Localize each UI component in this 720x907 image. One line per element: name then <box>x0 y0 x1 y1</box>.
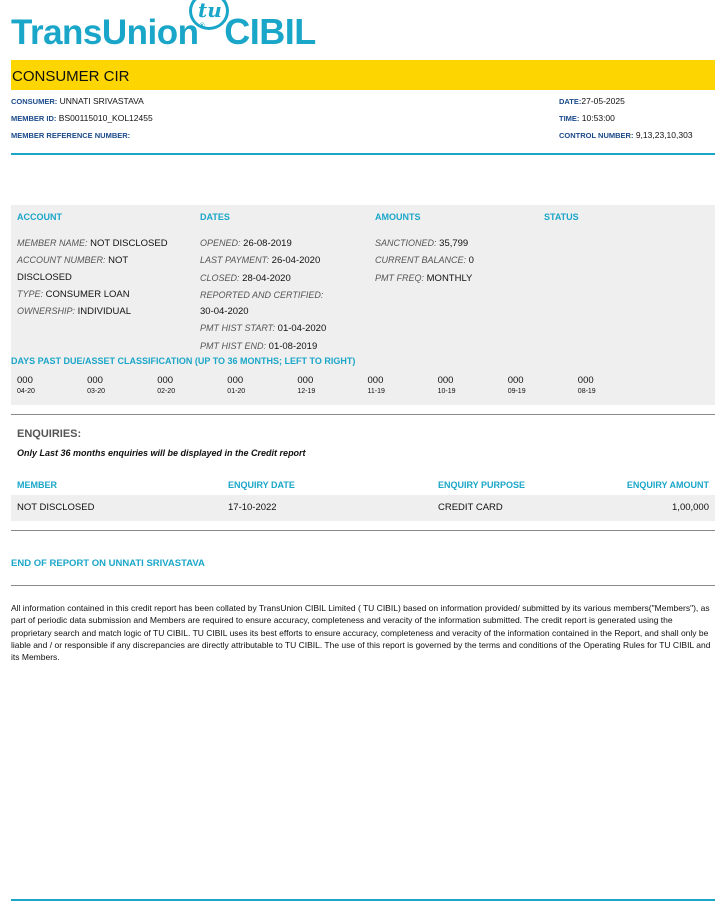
sanctioned-amount: 35,799 <box>439 238 469 249</box>
account-divider <box>11 414 715 415</box>
dpd-month: 09-19 <box>507 388 526 395</box>
dpd-month: 10-19 <box>437 388 456 395</box>
report-title: CONSUMER CIR <box>12 68 130 85</box>
enquiry-member: NOT DISCLOSED <box>17 502 95 513</box>
enquiry-date: 17-10-2022 <box>228 502 277 513</box>
dpd-value: 000 <box>437 375 454 386</box>
report-info: DATE:27-05-2025 TIME: 10:53:00 CONTROL NUMBER: 9,13,23,10,303 <box>559 96 693 140</box>
status-header: STATUS <box>544 212 579 222</box>
header-divider <box>11 153 715 155</box>
account-header: ACCOUNT <box>17 212 62 222</box>
transunion-cibil-logo: TransUnion® CIBIL <box>11 11 316 52</box>
dpd-value: 000 <box>227 375 244 386</box>
account-type: CONSUMER LOAN <box>45 288 130 300</box>
dpd-cell <box>578 375 596 395</box>
dpd-title: DAYS PAST DUE/ASSET CLASSIFICATION (UP TO 36 MONTHS; LEFT TO RIGHT) <box>11 356 356 366</box>
dpd-value: 000 <box>577 375 594 386</box>
enquiry-purpose: CREDIT CARD <box>438 502 503 513</box>
report-time: 10:53:00 <box>581 113 615 123</box>
dpd-cell <box>508 375 526 395</box>
consumer-name: UNNATI SRIVASTAVA <box>59 96 144 106</box>
enquiries-note: Only Last 36 months enquiries will be displayed in the Credit report <box>17 448 306 458</box>
dpd-value: 000 <box>297 375 314 386</box>
dpd-cell <box>227 375 245 395</box>
enquiry-purpose-header: ENQUIRY PURPOSE <box>438 480 526 490</box>
date-fields: OPENED: 26-08-2019 LAST PAYMENT: 26-04-2020 CLOSED: 28-04-2020 REPORTED AND CERTIFIED: 30-04-2020 PMT HIST START: 01-04-2020 PMT HIST END: 01-08-2019 <box>200 238 327 352</box>
dpd-month: 08-19 <box>577 388 596 395</box>
dpd-month: 02-20 <box>157 388 176 395</box>
dpd-month: 04-20 <box>17 388 35 395</box>
dpd-cell <box>17 375 35 395</box>
brand-name: TransUnion <box>11 13 199 52</box>
opened-date: 26-08-2019 <box>243 238 292 249</box>
pmt-hist-end: 01-08-2019 <box>268 340 318 352</box>
member-name: NOT DISCLOSED <box>90 238 168 249</box>
enquiry-date-header: ENQUIRY DATE <box>228 480 295 490</box>
end-divider <box>11 585 715 586</box>
ownership: INDIVIDUAL <box>77 306 131 318</box>
end-of-report: END OF REPORT ON UNNATI SRIVASTAVA <box>11 558 205 569</box>
dates-header: DATES <box>200 212 230 222</box>
report-title-bar <box>11 60 715 90</box>
payment-frequency: MONTHLY <box>426 272 473 284</box>
closed-date: 28-04-2020 <box>242 272 291 284</box>
last-payment-date: 26-04-2020 <box>271 255 321 267</box>
dpd-cell <box>438 375 456 395</box>
control-number: 9,13,23,10,303 <box>635 130 693 140</box>
dpd-cell <box>368 375 385 395</box>
dpd-cell <box>87 375 105 395</box>
footer-divider <box>11 899 715 901</box>
dpd-month: 01-20 <box>227 388 246 395</box>
enquiries-divider <box>11 530 715 531</box>
dpd-value: 000 <box>157 375 174 386</box>
dpd-month: 03-20 <box>87 388 105 395</box>
disclaimer-text: All information contained in this credit report has been collated by TransUnion CIBIL Limited ( TU CIBIL) based on information provided/ submitted by its various members("Members"), as part of periodic data submission and Members are required to ensure accuracy, completeness and veracity of the information submitted. The credit report is generated using the proprietary search and match logic of TU CIBIL. TU CIBIL uses its best efforts to ensure accuracy, completeness and veracity of the information contained in the Report, and shall only be liable and / or responsible if any discrepancies are directly attributable to TU CIBIL. The use of this report is governed by the terms and conditions of the Operating Rules for TU CIBIL and its Members. <box>11 603 711 663</box>
reported-date: 30-04-2020 <box>200 306 249 318</box>
enquiry-amount: 1,00,000 <box>672 502 709 513</box>
consumer-info: CONSUMER: UNNATI SRIVASTAVA MEMBER ID: BS00115010_KOL12455 MEMBER REFERENCE NUMBER: <box>11 96 153 140</box>
enquiries-title: ENQUIRIES: <box>17 428 82 440</box>
dpd-cell <box>157 375 175 395</box>
amounts-header: AMOUNTS <box>375 212 421 222</box>
dpd-month: 12-19 <box>297 388 316 395</box>
dpd-cell <box>297 375 315 395</box>
dpd-value: 000 <box>367 375 384 386</box>
brand-suffix: CIBIL <box>224 11 316 52</box>
dpd-value: 000 <box>507 375 524 386</box>
dpd-value: 000 <box>87 375 103 386</box>
enquiry-amount-header: ENQUIRY AMOUNT <box>626 480 709 490</box>
report-date: 27-05-2025 <box>581 96 625 106</box>
enquiry-member-header: MEMBER <box>17 480 57 490</box>
pmt-hist-start: 01-04-2020 <box>277 323 327 335</box>
dpd-grid <box>0 375 720 401</box>
current-balance: 0 <box>468 255 474 267</box>
dpd-month: 11-19 <box>367 388 385 395</box>
tu-logo-badge-icon: tu <box>189 0 229 30</box>
dpd-value: 000 <box>17 375 33 386</box>
member-id: BS00115010_KOL12455 <box>58 113 153 123</box>
account-number: NOT <box>108 255 129 267</box>
account-fields: MEMBER NAME: NOT DISCLOSED ACCOUNT NUMBER: NOT DISCLOSED TYPE: CONSUMER LOAN OWNERSHIP: INDIVIDUAL <box>17 238 168 318</box>
amount-fields: SANCTIONED: 35,799 CURRENT BALANCE: 0 PMT FREQ: MONTHLY <box>375 238 474 284</box>
